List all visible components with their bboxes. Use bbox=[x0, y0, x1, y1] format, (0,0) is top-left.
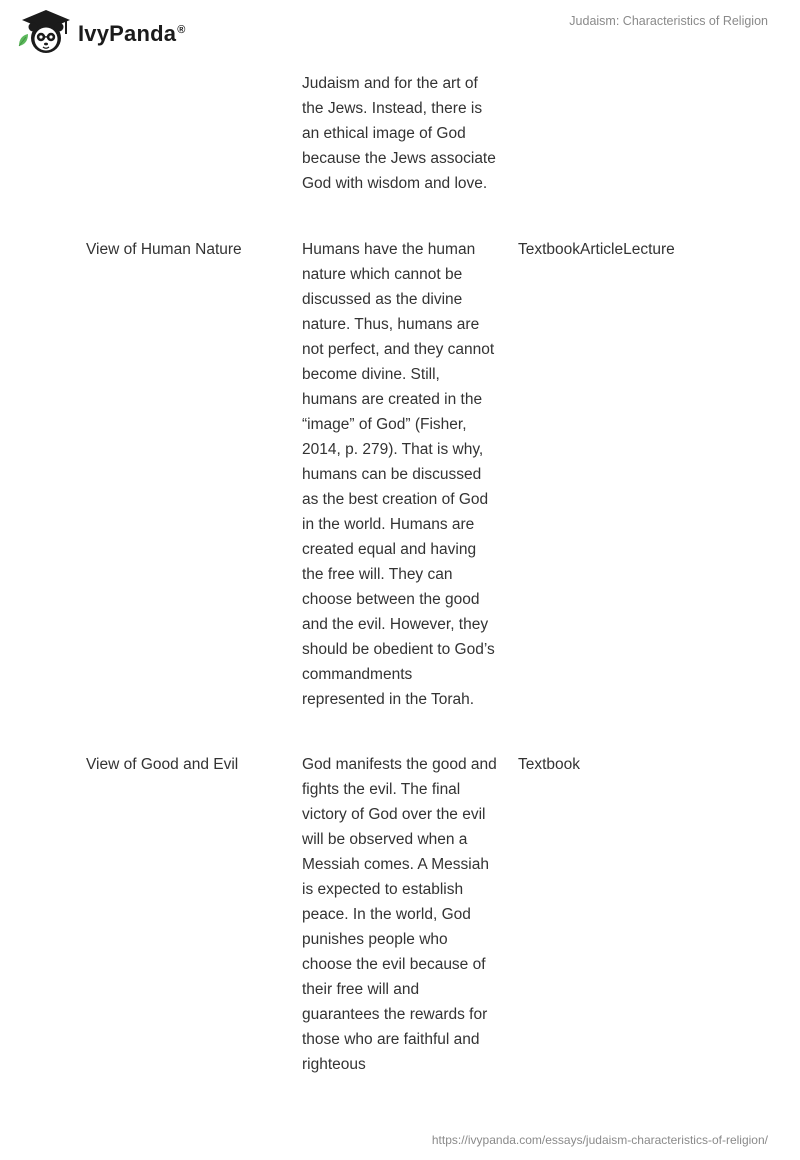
row-topic: View of Human Nature bbox=[86, 241, 242, 258]
brand-name: IvyPanda® bbox=[78, 21, 186, 46]
document-title: Judaism: Characteristics of Religion bbox=[569, 14, 768, 28]
row-description: Humans have the human nature which cannot be discussed as the divine nature. Thus, humans are not perfect, and they cannot become divine. Still, humans are created in the “image” of God” (Fisher, 2014, p. 279). That is why, humans can be discussed as the best creation of God in the world. Humans are created equal and having the free will. They can choose between the good and the evil. However, they should be obedient to God’s commandments represented in the Torah. bbox=[302, 241, 495, 708]
source-url[interactable]: https://ivypanda.com/essays/judaism-characteristics-of-religion/ bbox=[431, 1133, 768, 1147]
row-description: Judaism and for the art of the Jews. Instead, there is an ethical image of God because the Jews associate God with wisdom and love. bbox=[302, 75, 496, 192]
registered-mark: ® bbox=[177, 23, 186, 36]
row-description: God manifests the good and fights the evil. The final victory of God over the evil will be observed when a Messiah comes. A Messiah is expected to establish peace. In the world, God punishes people who choose the evil because of their free will and guarantees the rewards for those who are faithful and righteous bbox=[302, 756, 497, 1073]
row-topic: View of Good and Evil bbox=[86, 756, 239, 773]
row-sources: Textbook bbox=[518, 756, 581, 773]
row-sources: TextbookArticleLecture bbox=[518, 241, 675, 258]
